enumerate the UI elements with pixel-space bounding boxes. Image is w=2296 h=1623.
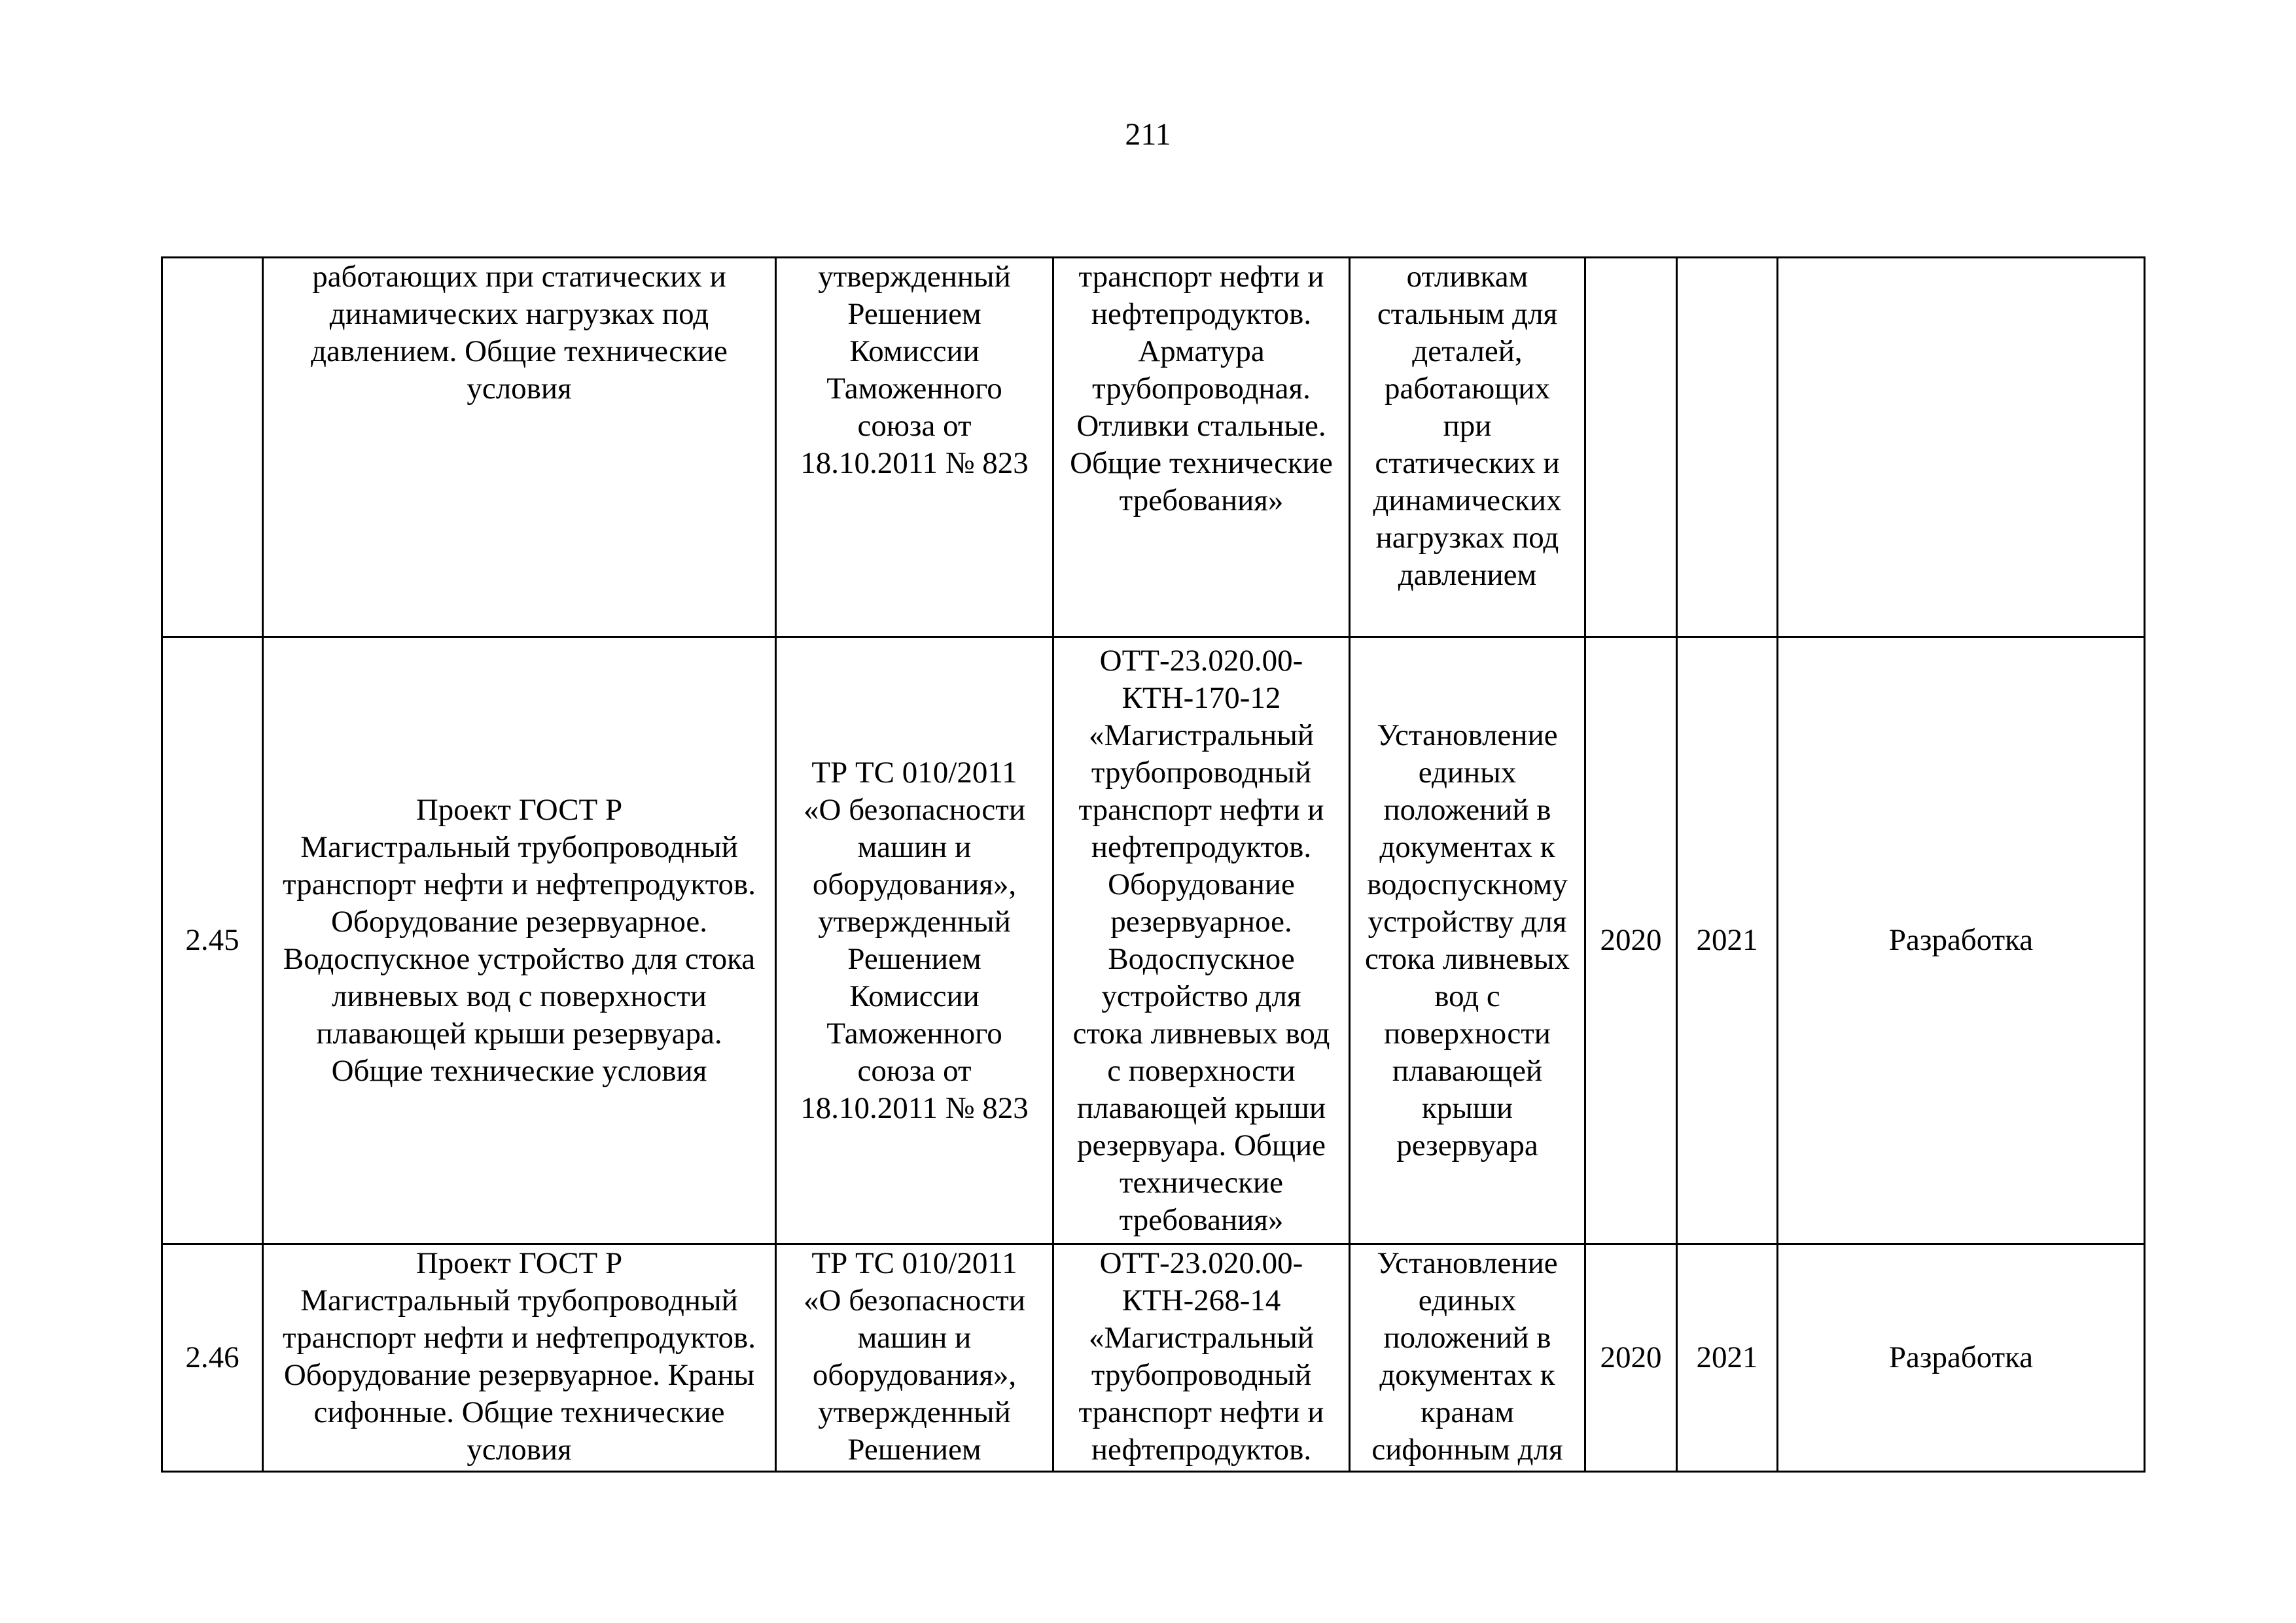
- base-document-cell: ОТТ-23.020.00- КТН-170-12 «Магистральный трубопроводный транспорт нефти и нефтепродуктов. Оборудование резервуарное. Водоспускное устройство для стока ливневых вод с поверхности плавающей крыши резервуара. Общие технические требования»: [1053, 637, 1350, 1244]
- document-name-cell: Проект ГОСТ Р Магистральный трубопроводный транспорт нефти и нефтепродуктов. Оборудование резервуарное. Краны сифонные. Общие технические условия: [263, 1244, 776, 1472]
- table-row: [162, 258, 2145, 637]
- end-year-cell: 2021: [1677, 637, 1778, 1244]
- start-year-cell: 2020: [1585, 637, 1677, 1244]
- start-year-cell: 2020: [1585, 1244, 1677, 1472]
- standards-plan-table: [161, 256, 2146, 1473]
- row-number-cell: [162, 258, 263, 637]
- goal-cell: Установление единых положений в документах к кранам сифонным для: [1350, 1244, 1585, 1472]
- work-type-cell: Разработка: [1778, 637, 2145, 1244]
- table-row: [162, 1244, 2145, 1472]
- work-type-cell: Разработка: [1778, 1244, 2145, 1472]
- end-year-cell: [1677, 258, 1778, 637]
- work-type-cell: [1778, 258, 2145, 637]
- end-year-cell: 2021: [1677, 1244, 1778, 1472]
- base-document-cell: транспорт нефти и нефтепродуктов. Арматура трубопроводная. Отливки стальные. Общие технические требования»: [1053, 258, 1350, 637]
- goal-cell: Установление единых положений в документах к водоспускному устройству для стока ливневых вод с поверхности плавающей крыши резервуара: [1350, 637, 1585, 1244]
- regulation-cell: утвержденный Решением Комиссии Таможенного союза от 18.10.2011 № 823: [776, 258, 1053, 637]
- table-row: [162, 637, 2145, 1244]
- start-year-cell: [1585, 258, 1677, 637]
- goal-cell: отливкам стальным для деталей, работающих при статических и динамических нагрузках под давлением: [1350, 258, 1585, 637]
- document-name-cell: Проект ГОСТ Р Магистральный трубопроводный транспорт нефти и нефтепродуктов. Оборудование резервуарное. Водоспускное устройство для стока ливневых вод с поверхности плавающей крыши резервуара. Общие технические условия: [263, 637, 776, 1244]
- regulation-cell: ТР ТС 010/2011 «О безопасности машин и оборудования», утвержденный Решением Комиссии Таможенного союза от 18.10.2011 № 823: [776, 637, 1053, 1244]
- row-number-cell: 2.46: [162, 1244, 263, 1472]
- page-number: 211: [1125, 117, 1171, 152]
- base-document-cell: ОТТ-23.020.00- КТН-268-14 «Магистральный трубопроводный транспорт нефти и нефтепродуктов.: [1053, 1244, 1350, 1472]
- row-number-cell: 2.45: [162, 637, 263, 1244]
- document-name-cell: работающих при статических и динамических нагрузках под давлением. Общие технические условия: [263, 258, 776, 637]
- regulation-cell: ТР ТС 010/2011 «О безопасности машин и оборудования», утвержденный Решением: [776, 1244, 1053, 1472]
